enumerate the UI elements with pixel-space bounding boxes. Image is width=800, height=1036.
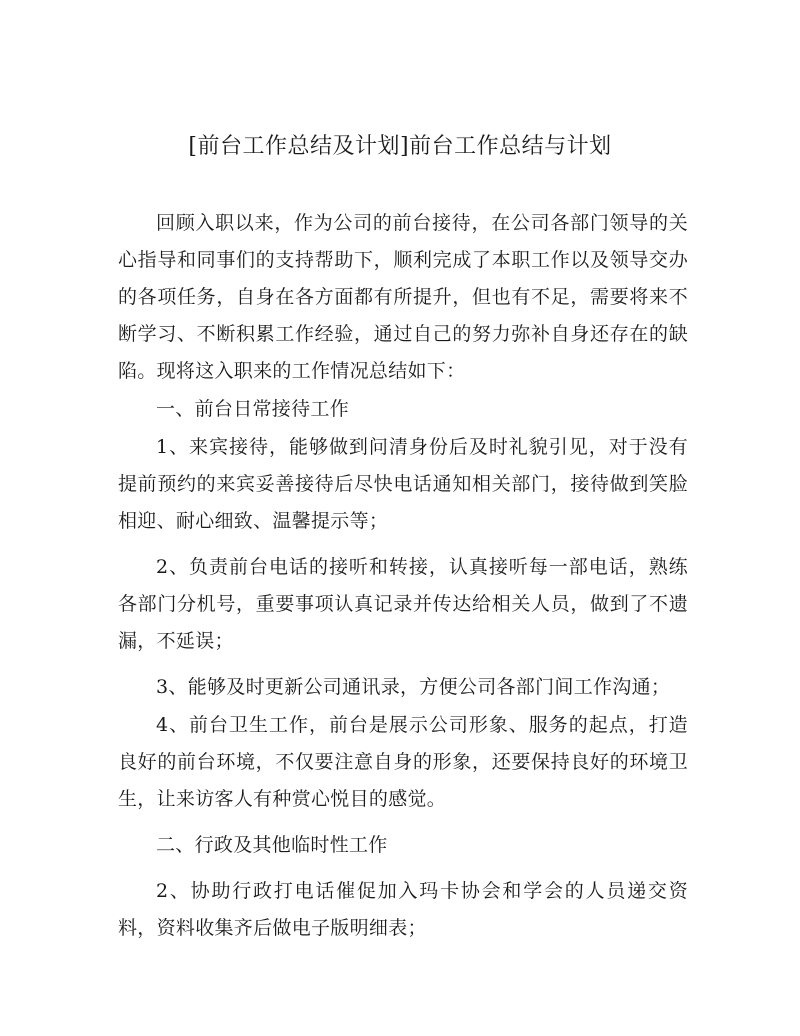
paragraph-item-2: 2、负责前台电话的接听和转接，认真接听每一部电话，熟练各部门分机号，重要事项认真记录并传达给相关人员，做到了不遗漏，不延误； xyxy=(118,556,688,652)
paragraph-item-1: 1、来宾接待，能够做到问清身份后及时礼貌引见，对于没有提前预约的来宾妥善接待后尽快电话通知相关部门，接待做到笑脸相迎、耐心细致、温馨提示等； xyxy=(118,436,688,532)
paragraph-item-4: 4、前台卫生工作，前台是展示公司形象、服务的起点，打造良好的前台环境，不仅要注意自身的形象，还要保持良好的环境卫生，让来访客人有种赏心悦目的感觉。 xyxy=(118,714,688,810)
document-title: [前台工作总结及计划]前台工作总结与计划 xyxy=(188,134,612,159)
document-body xyxy=(118,205,688,947)
section-heading-reception: 一、前台日常接待工作 xyxy=(156,398,350,420)
paragraph-item-3: 3、能够及时更新公司通讯录，方便公司各部门间工作沟通； xyxy=(156,676,671,698)
paragraph-admin-item-2: 2、协助行政打电话催促加入玛卡协会和学会的人员递交资料，资料收集齐后做电子版明细表； xyxy=(118,880,688,939)
paragraph-intro: 回顾入职以来，作为公司的前台接待，在公司各部门领导的关心指导和同事们的支持帮助下，顺利完成了本职工作以及领导交办的各项任务，自身在各方面都有所提升，但也有不足，需要将来不断学习、不断积累工作经验，通过自己的努力弥补自身还存在的缺陷。现将这入职来的工作情况总结如下： xyxy=(118,212,688,382)
section-heading-admin: 二、行政及其他临时性工作 xyxy=(156,834,388,856)
